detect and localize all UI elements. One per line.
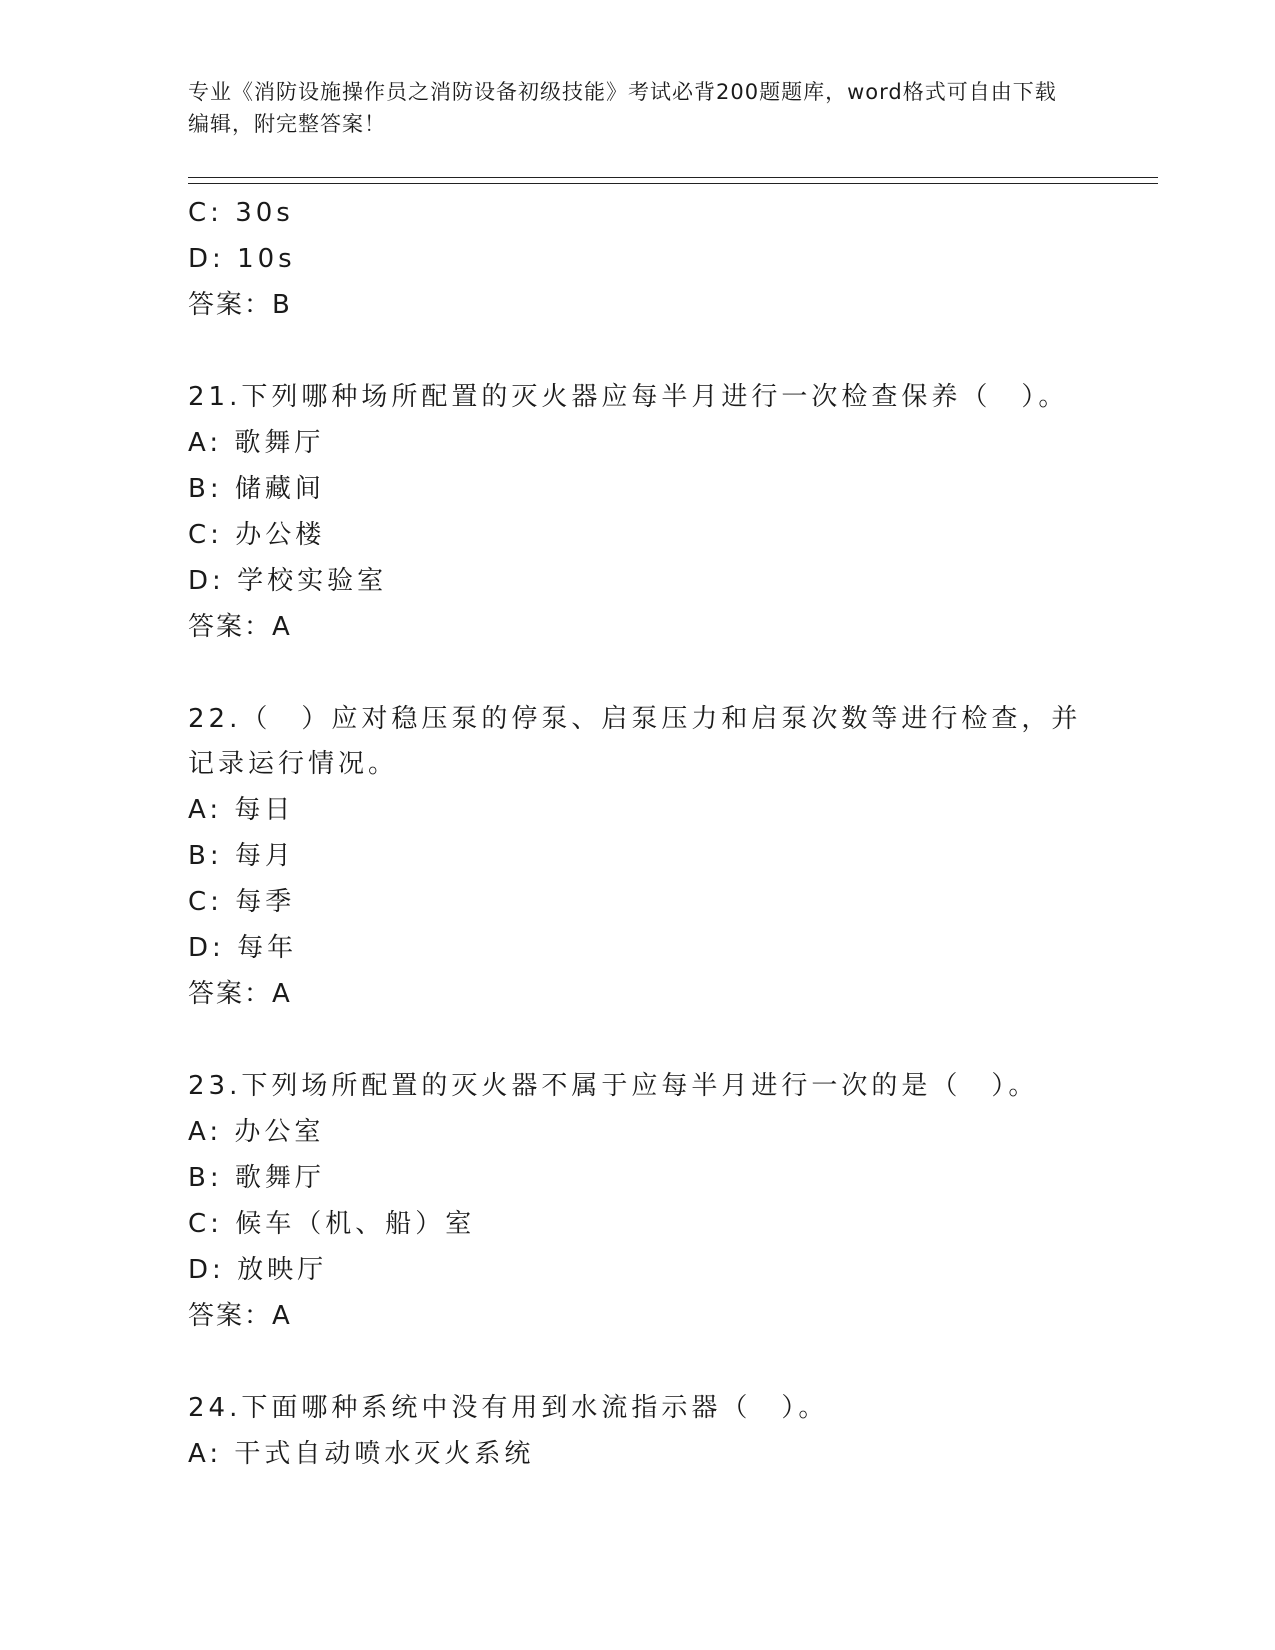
option-letter: C	[188, 520, 211, 550]
option-text: 每季	[235, 887, 296, 917]
option-text: 办公楼	[235, 520, 326, 550]
option-text: 学校实验室	[237, 566, 388, 596]
option-d: D: 10s	[188, 244, 296, 274]
header-divider-bottom	[188, 183, 1158, 184]
option-letter: C	[188, 198, 211, 228]
question-23	[188, 1064, 1088, 1339]
question-stem: 22.（ ）应对稳压泵的停泵、启泵压力和启泵次数等进行检查，并记录运行情况。	[188, 704, 1082, 779]
option-text: 干式自动喷水灭火系统	[234, 1439, 535, 1469]
question-24	[188, 1386, 1088, 1477]
option-text: 每月	[234, 841, 295, 871]
option-letter: A	[188, 795, 210, 825]
answer: 答案：A	[188, 612, 292, 642]
question-stem: 21.下列哪种场所配置的灭火器应每半月进行一次检查保养（ ）。	[188, 382, 1069, 412]
option-letter: D	[188, 1255, 213, 1285]
option-text: 储藏间	[234, 474, 325, 504]
option-c: C: 30s	[188, 198, 294, 228]
option-b: B: 储藏间	[188, 474, 325, 504]
option-text: 每年	[237, 933, 298, 963]
option-text: 歌舞厅	[234, 428, 325, 458]
option-letter: D	[188, 933, 213, 963]
option-c: C: 候车（机、船）室	[188, 1209, 476, 1239]
question-stem: 23.下列场所配置的灭火器不属于应每半月进行一次的是（ ）。	[188, 1071, 1039, 1101]
option-letter: D	[188, 566, 213, 596]
option-letter: A	[188, 1439, 210, 1469]
option-c: C: 每季	[188, 887, 296, 917]
option-b: B: 歌舞厅	[188, 1163, 325, 1193]
option-c: C: 办公楼	[188, 520, 326, 550]
option-text: 放映厅	[237, 1255, 328, 1285]
option-letter: D	[188, 244, 213, 274]
option-text: 每日	[234, 795, 295, 825]
option-text: 候车（机、船）室	[235, 1209, 476, 1239]
header-text: 专业《消防设施操作员之消防设备初级技能》考试必背200题题库，word格式可自由下载编辑，附完整答案！	[188, 80, 1057, 136]
header-divider-top	[188, 177, 1158, 178]
option-d: D: 放映厅	[188, 1255, 328, 1285]
option-a: A: 每日	[188, 795, 295, 825]
option-a: A: 办公室	[188, 1117, 325, 1147]
question-21	[188, 375, 1088, 650]
option-letter: B	[188, 1163, 210, 1193]
option-text: 10s	[237, 244, 296, 274]
option-text: 办公室	[234, 1117, 325, 1147]
option-letter: A	[188, 1117, 210, 1147]
answer: 答案：B	[188, 290, 292, 320]
option-letter: A	[188, 428, 210, 458]
option-a: A: 歌舞厅	[188, 428, 325, 458]
option-letter: B	[188, 474, 210, 504]
option-d: D: 学校实验室	[188, 566, 388, 596]
option-d: D: 每年	[188, 933, 298, 963]
option-a: A: 干式自动喷水灭火系统	[188, 1439, 535, 1469]
option-letter: C	[188, 1209, 211, 1239]
question-list	[188, 190, 1088, 1477]
answer: 答案：A	[188, 1301, 292, 1331]
question-continuation	[188, 190, 1088, 328]
option-letter: C	[188, 887, 211, 917]
option-b: B: 每月	[188, 841, 295, 871]
option-letter: B	[188, 841, 210, 871]
question-stem: 24.下面哪种系统中没有用到水流指示器（ ）。	[188, 1393, 829, 1423]
document-header	[188, 76, 1068, 140]
option-text: 30s	[235, 198, 294, 228]
question-22	[188, 697, 1088, 1017]
answer: 答案：A	[188, 979, 292, 1009]
option-text: 歌舞厅	[234, 1163, 325, 1193]
